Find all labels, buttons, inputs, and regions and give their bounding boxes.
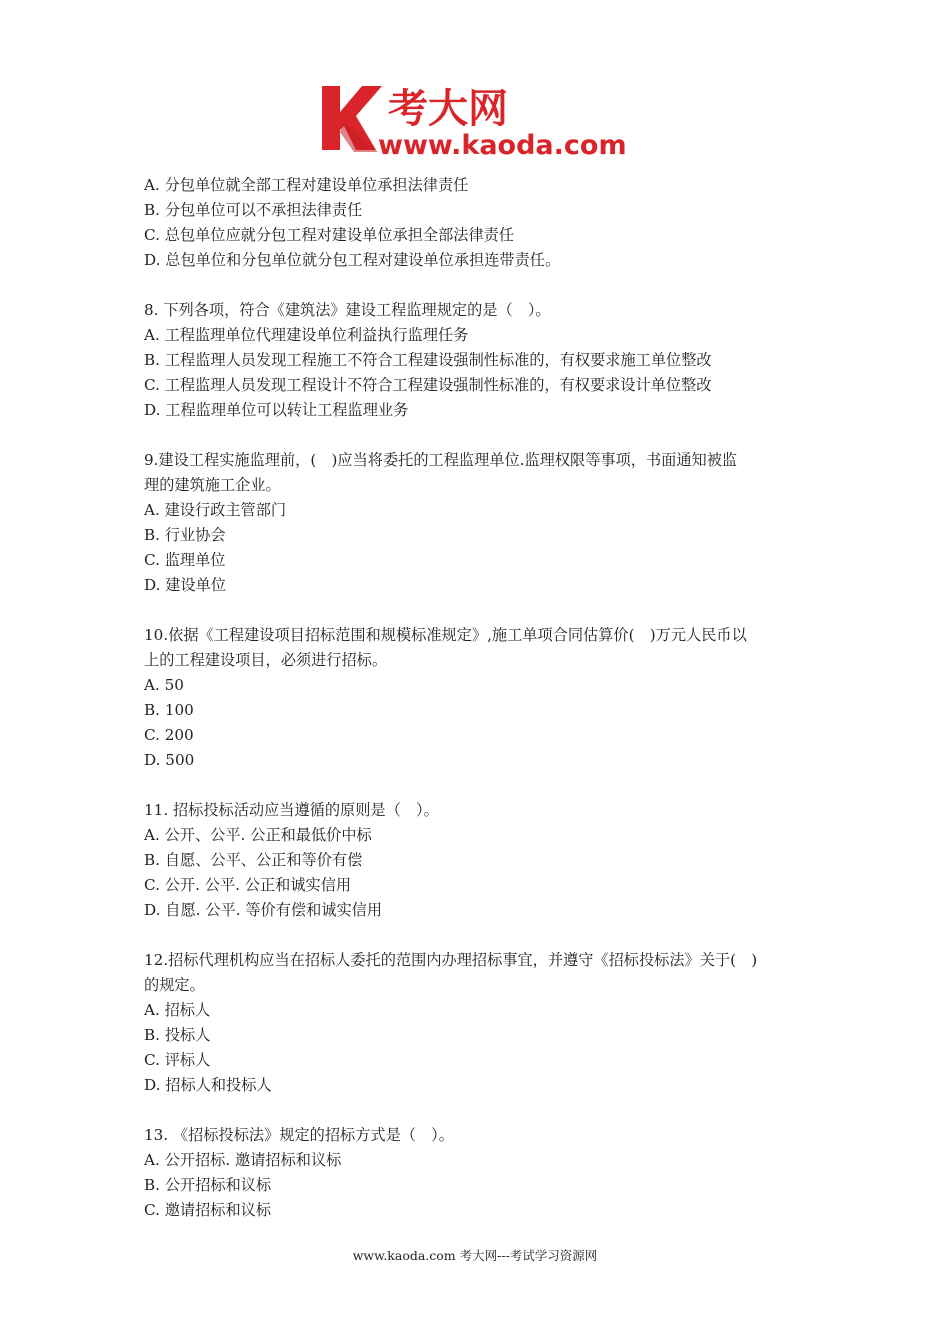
question-line: B. 自愿、公平、公正和等价有偿 [144,851,363,869]
question-line: 10.依据《工程建设项目招标范围和规模标准规定》,施工单项合同估算价( )万元人民币以 [144,626,747,644]
question-block [144,948,814,1098]
question-line: A. 分包单位就全部工程对建设单位承担法律责任 [144,176,469,194]
question-line: D. 招标人和投标人 [144,1076,272,1094]
question-line: 11. 招标投标活动应当遵循的原则是（ ）。 [144,801,439,819]
question-line: B. 行业协会 [144,526,226,544]
question-line: A. 工程监理单位代理建设单位利益执行监理任务 [144,326,469,344]
question-block [144,1123,814,1223]
question-line: A. 公开、公平. 公正和最低价中标 [144,826,372,844]
question-line: C. 公开. 公平. 公正和诚实信用 [144,876,352,894]
question-list [144,173,814,1223]
brand-text: 考大网 [388,86,508,132]
url-text: www.kaoda.com [378,130,627,160]
site-logo[interactable] [318,78,640,160]
question-line: 的规定。 [144,976,205,994]
question-line: 13. 《招标投标法》规定的招标方式是（ ）。 [144,1126,454,1144]
question-line: A. 50 [144,676,184,694]
k-mark-icon [322,86,382,152]
question-line: A. 建设行政主管部门 [144,501,287,519]
question-line: 上的工程建设项目，必须进行招标。 [144,651,387,669]
question-line: C. 工程监理人员发现工程设计不符合工程建设强制性标准的，有权要求设计单位整改 [144,376,712,394]
question-line: B. 工程监理人员发现工程施工不符合工程建设强制性标准的，有权要求施工单位整改 [144,351,712,369]
question-line: C. 评标人 [144,1051,211,1069]
question-line: D. 建设单位 [144,576,227,594]
question-line: D. 自愿. 公平. 等价有偿和诚实信用 [144,901,383,919]
question-line: C. 邀请招标和议标 [144,1201,272,1219]
question-line: 理的建筑施工企业。 [144,476,281,494]
question-block [144,298,814,423]
question-line: C. 200 [144,726,194,744]
question-line: D. 总包单位和分包单位就分包工程对建设单位承担连带责任。 [144,251,561,269]
question-line: 8. 下列各项，符合《建筑法》建设工程监理规定的是（ ）。 [144,301,551,319]
footer-text: www.kaoda.com 考大网---考试学习资源网 [352,1248,598,1263]
question-block [144,173,814,273]
kaoda-logo-graphic [318,78,640,160]
question-line: D. 工程监理单位可以转让工程监理业务 [144,401,409,419]
question-block [144,798,814,923]
question-block [144,623,814,773]
question-line: B. 投标人 [144,1026,211,1044]
question-line: B. 公开招标和议标 [144,1176,272,1194]
question-line: B. 100 [144,701,194,719]
question-line: D. 500 [144,751,195,769]
question-line: C. 总包单位应就分包工程对建设单位承担全部法律责任 [144,226,515,244]
question-line: C. 监理单位 [144,551,226,569]
question-line: A. 招标人 [144,1001,211,1019]
question-block [144,448,814,598]
question-line: B. 分包单位可以不承担法律责任 [144,201,363,219]
question-line: A. 公开招标. 邀请招标和议标 [144,1151,342,1169]
question-line: 12.招标代理机构应当在招标人委托的范围内办理招标事宜，并遵守《招标投标法》关于( ) [144,951,758,969]
question-line: 9.建设工程实施监理前，( )应当将委托的工程监理单位.监理权限等事项，书面通知被监 [144,451,738,469]
